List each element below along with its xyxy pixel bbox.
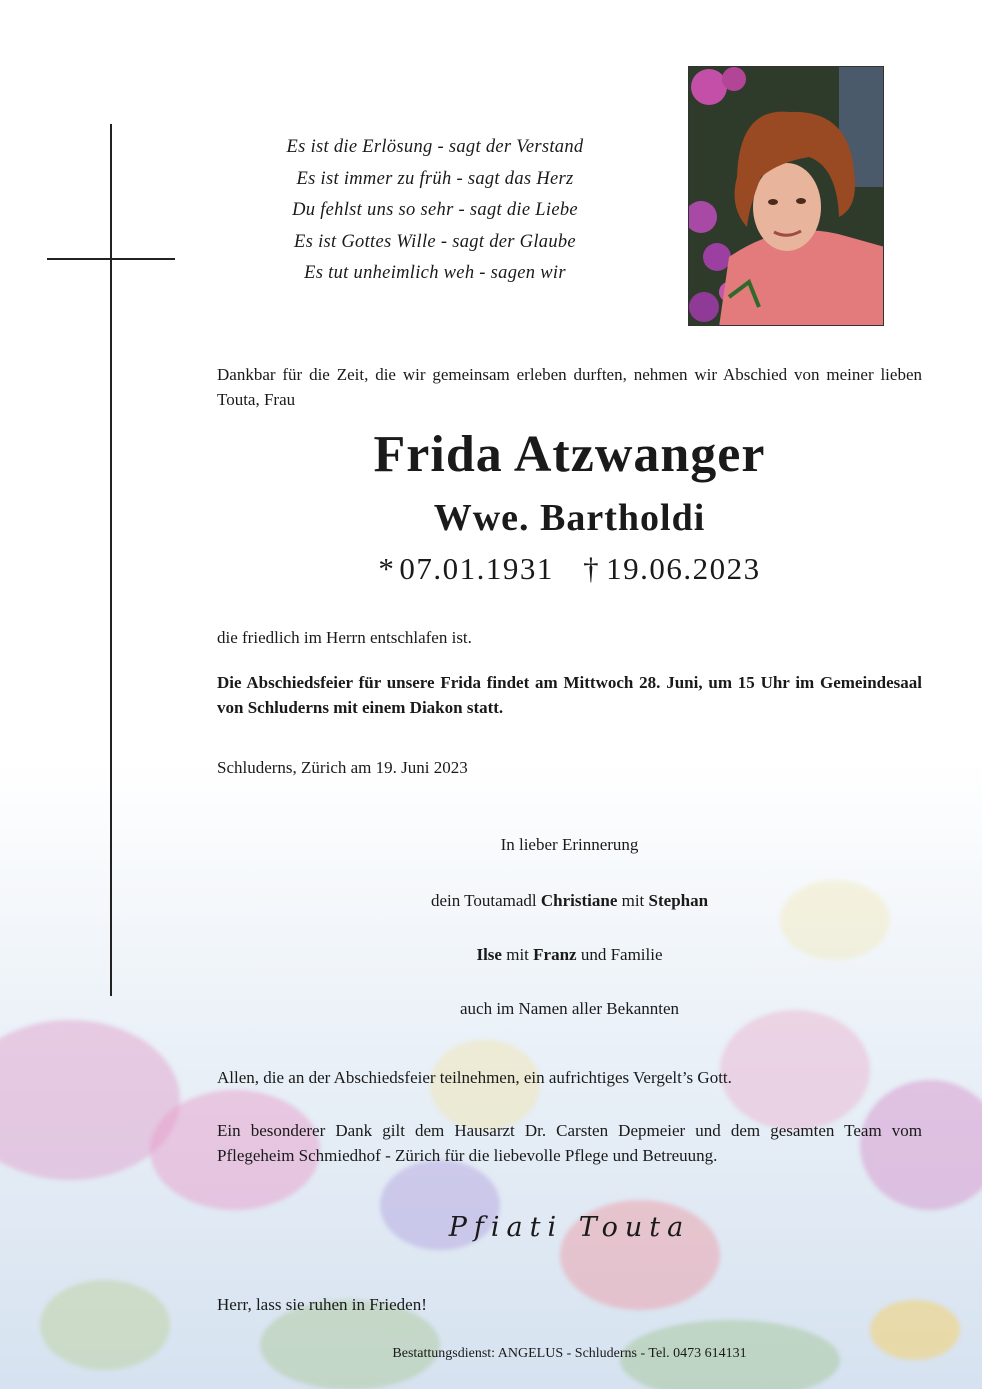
place-date: Schluderns, Zürich am 19. Juni 2023	[217, 758, 468, 777]
mourners-heading: In lieber Erinnerung	[500, 835, 639, 854]
deceased-name: Frida Atzwanger	[373, 426, 766, 483]
poem-line: Du fehlst uns so sehr - sagt die Liebe	[292, 200, 578, 220]
poem-line: Es ist die Erlösung - sagt der Verstand	[286, 137, 584, 157]
poem-line: Es tut unheimlich weh - sagen wir	[304, 263, 566, 283]
portrait-photo	[688, 66, 884, 326]
death-symbol: †	[583, 551, 601, 586]
poem	[230, 132, 640, 290]
birth-symbol: *	[378, 551, 396, 586]
life-dates	[217, 548, 922, 590]
birth-date: * 07.01.1931	[378, 551, 554, 586]
mourner-line: auch im Namen aller Bekannten	[459, 999, 680, 1018]
prayer: Herr, lass sie ruhen in Frieden!	[217, 1295, 427, 1314]
death-date: † 19.06.2023	[583, 551, 761, 586]
thanks-caregivers: Ein besonderer Dank gilt dem Hausarzt Dr. Carsten Depmeier und dem gesamten Team vom Pflegeheim Schmiedhof - Zürich für die liebevolle Pflege und Betreuung.	[217, 1121, 922, 1165]
poem-line: Es ist immer zu früh - sagt das Herz	[296, 168, 574, 189]
funeral-service-footer: Bestattungsdienst: ANGELUS - Schluderns - Tel. 0473 614131	[392, 1346, 747, 1361]
portrait-image	[689, 67, 884, 326]
mourner-line: Ilse mit Franz und Familie	[476, 945, 663, 964]
cross-vertical	[110, 124, 112, 996]
cross-horizontal	[47, 258, 175, 260]
ceremony-notice: Die Abschiedsfeier für unsere Frida findet am Mittwoch 28. Juni, um 15 Uhr im Gemeindesaal von Schluderns mit einem Diakon statt.	[217, 673, 922, 717]
poem-line: Es ist Gottes Wille - sagt der Glaube	[294, 231, 576, 252]
thanks-guests: Allen, die an der Abschiedsfeier teilnehmen, ein aufrichtiges Vergelt’s Gott.	[217, 1068, 732, 1087]
signature: Pfiati Touta	[448, 1212, 691, 1243]
mourner-line: dein Toutamadl Christiane mit Stephan	[430, 891, 709, 910]
deceased-maiden-name: Wwe. Bartholdi	[433, 497, 706, 539]
intro-text: Dankbar für die Zeit, die wir gemeinsam erleben durften, nehmen wir Abschied von meiner lieben Touta, Frau	[217, 365, 922, 409]
passed-text: die friedlich im Herrn entschlafen ist.	[217, 628, 472, 647]
